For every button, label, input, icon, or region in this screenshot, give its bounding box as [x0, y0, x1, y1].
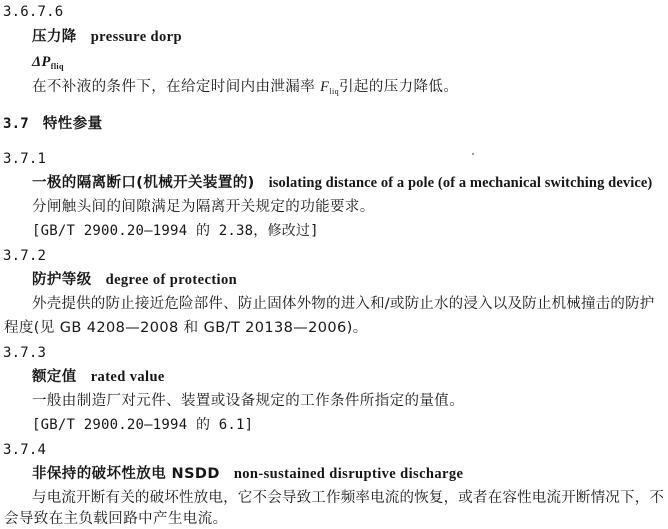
- term-cn: 一极的隔离断口(机械开关装置的): [32, 175, 255, 191]
- reference-text: [GB/T 2900.20—1994 的 2.38，修改过]: [32, 223, 319, 239]
- term-en: non-sustained disruptive discharge: [233, 466, 464, 482]
- term-cn: 额定值: [32, 369, 77, 385]
- term-cn: 压力降: [32, 29, 77, 45]
- section-number: 3.7: [3, 116, 29, 132]
- clause-number: 3.7.4: [3, 442, 47, 458]
- term-heading: [32, 173, 652, 193]
- definition-part2: 引起的压力降低。: [339, 79, 459, 95]
- term-cn: 防护等级: [32, 272, 92, 288]
- definition-text: 一般由制造厂对元件、装置或设备规定的工作条件所指定的量值。: [32, 393, 465, 409]
- term-en: degree of protection: [105, 272, 238, 288]
- term-en: pressure dorp: [90, 29, 182, 45]
- clause-number: 3.7.1: [3, 151, 47, 167]
- definition-text: 与电流开断有关的破坏性放电，它不会导致工作频率电流的恢复，或者在容性电流开断情况下，不: [32, 490, 665, 506]
- clause-number: 3.7.3: [3, 345, 47, 361]
- section-title: 特性参量: [42, 116, 103, 132]
- term-en: isolating distance of a pole (of a mechanical switching device): [268, 175, 653, 191]
- definition-text: [32, 77, 458, 102]
- definition-text: 外壳提供的防止接近危险部件、防止固体外物的进入和/或防止水的浸入以及防止机械撞击的防护: [32, 296, 655, 312]
- term-symbol: [32, 52, 64, 77]
- term-heading: [32, 27, 182, 47]
- reference-text: [GB/T 2900.20—1994 的 6.1]: [32, 417, 254, 433]
- definition-part1: 在不补液的条件下，在给定时间内由泄漏率: [32, 79, 321, 95]
- definition-symbol: F: [320, 79, 330, 95]
- term-heading: [32, 464, 463, 484]
- definition-text-continued: 程度(见 GB 4208—2008 和 GB/T 20138—2006)。: [4, 320, 368, 336]
- section-heading: [3, 114, 103, 134]
- term-en: rated value: [90, 369, 165, 385]
- definition-symbol-subscript: liq: [329, 87, 340, 96]
- clause-number: 3.7.2: [3, 248, 47, 264]
- term-cn: 非保持的破坏性放电 NSDD: [32, 466, 220, 482]
- definition-text: 分闸触头间的间隙满足为隔离开关规定的功能要求。: [32, 199, 375, 215]
- symbol-main: ΔP: [32, 54, 51, 70]
- term-heading: [32, 367, 165, 387]
- scan-speck: [472, 153, 474, 155]
- clause-number: 3.6.7.6: [3, 4, 64, 20]
- symbol-subscript: fliq: [50, 62, 64, 71]
- definition-text-continued: 会导致在主负载回路中产生电流。: [4, 511, 228, 527]
- term-heading: [32, 270, 237, 290]
